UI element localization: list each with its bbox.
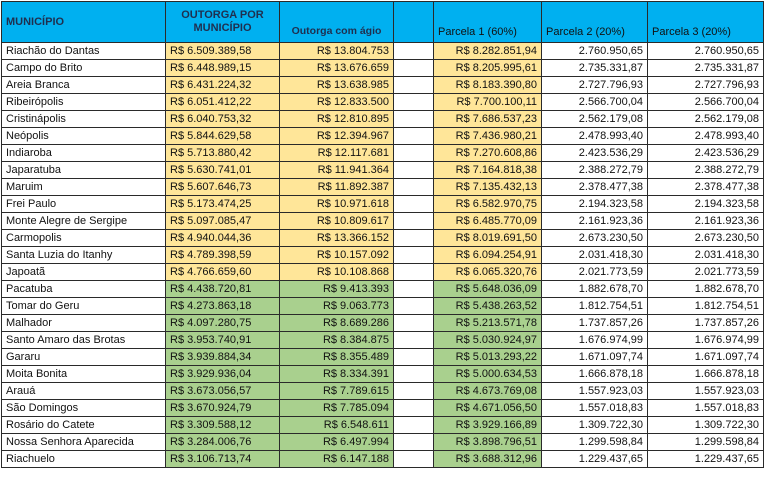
table-row xyxy=(2,247,764,264)
cell-parcela-2: 2.194.323,58 xyxy=(542,196,648,213)
table-row xyxy=(2,264,764,281)
table-row xyxy=(2,400,764,417)
cell-outorga: R$ 4.273.863,18 xyxy=(166,298,280,315)
header-outorga-line2: MUNICÍPIO xyxy=(193,22,252,34)
table-row xyxy=(2,196,764,213)
cell-parcela-2: 1.671.097,74 xyxy=(542,349,648,366)
table-row xyxy=(2,281,764,298)
table-row xyxy=(2,349,764,366)
table-row xyxy=(2,298,764,315)
cell-parcela-3: 2.566.700,04 xyxy=(648,94,764,111)
cell-municipio: Pacatuba xyxy=(2,281,166,298)
cell-parcela-1: R$ 6.065.320,76 xyxy=(434,264,542,281)
cell-parcela-3: 2.388.272,79 xyxy=(648,162,764,179)
cell-municipio: Rosário do Catete xyxy=(2,417,166,434)
cell-municipio: Japoatã xyxy=(2,264,166,281)
cell-outorga: R$ 6.431.224,32 xyxy=(166,77,280,94)
cell-municipio: Riachuelo xyxy=(2,451,166,468)
table-row xyxy=(2,128,764,145)
table-row xyxy=(2,162,764,179)
cell-outorga: R$ 4.789.398,59 xyxy=(166,247,280,264)
cell-municipio: Ribeirópolis xyxy=(2,94,166,111)
cell-parcela-2: 2.566.700,04 xyxy=(542,94,648,111)
cell-blank xyxy=(394,179,434,196)
cell-agio: R$ 12.833.500 xyxy=(280,94,394,111)
cell-agio: R$ 12.394.967 xyxy=(280,128,394,145)
cell-blank xyxy=(394,383,434,400)
cell-agio: R$ 10.971.618 xyxy=(280,196,394,213)
cell-parcela-2: 2.727.796,93 xyxy=(542,77,648,94)
cell-parcela-2: 2.388.272,79 xyxy=(542,162,648,179)
cell-municipio: Tomar do Geru xyxy=(2,298,166,315)
cell-blank xyxy=(394,298,434,315)
cell-outorga: R$ 3.284.006,76 xyxy=(166,434,280,451)
cell-parcela-1: R$ 7.686.537,23 xyxy=(434,111,542,128)
cell-agio: R$ 8.334.391 xyxy=(280,366,394,383)
cell-parcela-1: R$ 8.183.390,80 xyxy=(434,77,542,94)
cell-municipio: São Domingos xyxy=(2,400,166,417)
cell-blank xyxy=(394,417,434,434)
cell-agio: R$ 6.548.611 xyxy=(280,417,394,434)
cell-parcela-3: 1.557.923,03 xyxy=(648,383,764,400)
cell-outorga: R$ 6.040.753,32 xyxy=(166,111,280,128)
cell-outorga: R$ 3.929.936,04 xyxy=(166,366,280,383)
cell-parcela-3: 2.760.950,65 xyxy=(648,43,764,60)
cell-agio: R$ 12.117.681 xyxy=(280,145,394,162)
cell-blank xyxy=(394,94,434,111)
cell-parcela-3: 2.478.993,40 xyxy=(648,128,764,145)
cell-parcela-1: R$ 7.135.432,13 xyxy=(434,179,542,196)
table-row xyxy=(2,60,764,77)
cell-blank xyxy=(394,349,434,366)
cell-municipio: Japaratuba xyxy=(2,162,166,179)
cell-municipio: Frei Paulo xyxy=(2,196,166,213)
table-row xyxy=(2,145,764,162)
cell-outorga: R$ 5.844.629,58 xyxy=(166,128,280,145)
cell-parcela-3: 1.557.018,83 xyxy=(648,400,764,417)
cell-parcela-2: 1.557.018,83 xyxy=(542,400,648,417)
header-outorga xyxy=(166,2,280,43)
cell-parcela-3: 1.309.722,30 xyxy=(648,417,764,434)
cell-parcela-1: R$ 6.094.254,91 xyxy=(434,247,542,264)
cell-blank xyxy=(394,128,434,145)
cell-agio: R$ 7.789.615 xyxy=(280,383,394,400)
table-row xyxy=(2,213,764,230)
cell-parcela-2: 2.760.950,65 xyxy=(542,43,648,60)
cell-outorga: R$ 5.173.474,25 xyxy=(166,196,280,213)
cell-parcela-2: 2.478.993,40 xyxy=(542,128,648,145)
cell-blank xyxy=(394,332,434,349)
cell-blank xyxy=(394,366,434,383)
cell-outorga: R$ 4.438.720,81 xyxy=(166,281,280,298)
header-parcela-1: Parcela 1 (60%) xyxy=(434,2,542,43)
table-row xyxy=(2,332,764,349)
cell-parcela-3: 1.882.678,70 xyxy=(648,281,764,298)
table-row xyxy=(2,451,764,468)
cell-parcela-3: 1.299.598,84 xyxy=(648,434,764,451)
table-row xyxy=(2,383,764,400)
cell-parcela-1: R$ 5.648.036,09 xyxy=(434,281,542,298)
cell-parcela-3: 2.021.773,59 xyxy=(648,264,764,281)
cell-municipio: Malhador xyxy=(2,315,166,332)
cell-outorga: R$ 5.607.646,73 xyxy=(166,179,280,196)
cell-outorga: R$ 5.097.085,47 xyxy=(166,213,280,230)
cell-parcela-1: R$ 8.205.995,61 xyxy=(434,60,542,77)
cell-parcela-3: 2.031.418,30 xyxy=(648,247,764,264)
cell-outorga: R$ 3.309.588,12 xyxy=(166,417,280,434)
cell-municipio: Nossa Senhora Aparecida xyxy=(2,434,166,451)
cell-blank xyxy=(394,281,434,298)
table-row xyxy=(2,315,764,332)
cell-parcela-1: R$ 3.929.166,89 xyxy=(434,417,542,434)
cell-agio: R$ 9.413.393 xyxy=(280,281,394,298)
header-row xyxy=(2,2,764,43)
cell-parcela-3: 2.562.179,08 xyxy=(648,111,764,128)
cell-blank xyxy=(394,43,434,60)
cell-blank xyxy=(394,213,434,230)
cell-outorga: R$ 6.509.389,58 xyxy=(166,43,280,60)
cell-parcela-1: R$ 5.030.924,97 xyxy=(434,332,542,349)
header-agio: Outorga com ágio xyxy=(280,2,394,43)
cell-parcela-1: R$ 7.436.980,21 xyxy=(434,128,542,145)
cell-blank xyxy=(394,60,434,77)
cell-blank xyxy=(394,400,434,417)
cell-parcela-3: 2.727.796,93 xyxy=(648,77,764,94)
cell-parcela-2: 2.562.179,08 xyxy=(542,111,648,128)
cell-municipio: Carmopolis xyxy=(2,230,166,247)
cell-parcela-2: 2.021.773,59 xyxy=(542,264,648,281)
cell-parcela-1: R$ 4.673.769,08 xyxy=(434,383,542,400)
cell-parcela-2: 2.735.331,87 xyxy=(542,60,648,77)
cell-agio: R$ 8.384.875 xyxy=(280,332,394,349)
table-body xyxy=(2,43,764,468)
cell-blank xyxy=(394,451,434,468)
cell-agio: R$ 10.809.617 xyxy=(280,213,394,230)
cell-blank xyxy=(394,111,434,128)
cell-municipio: Indiaroba xyxy=(2,145,166,162)
cell-parcela-3: 2.673.230,50 xyxy=(648,230,764,247)
cell-parcela-3: 1.229.437,65 xyxy=(648,451,764,468)
cell-municipio: Arauá xyxy=(2,383,166,400)
cell-parcela-2: 1.882.678,70 xyxy=(542,281,648,298)
cell-parcela-3: 2.735.331,87 xyxy=(648,60,764,77)
table-row xyxy=(2,43,764,60)
cell-parcela-2: 1.557.923,03 xyxy=(542,383,648,400)
cell-parcela-2: 2.161.923,36 xyxy=(542,213,648,230)
cell-parcela-1: R$ 7.700.100,11 xyxy=(434,94,542,111)
cell-municipio: Monte Alegre de Sergipe xyxy=(2,213,166,230)
cell-parcela-2: 2.378.477,38 xyxy=(542,179,648,196)
cell-municipio: Areia Branca xyxy=(2,77,166,94)
cell-agio: R$ 8.355.489 xyxy=(280,349,394,366)
table-row xyxy=(2,94,764,111)
cell-municipio: Neópolis xyxy=(2,128,166,145)
cell-agio: R$ 12.810.895 xyxy=(280,111,394,128)
cell-parcela-3: 2.161.923,36 xyxy=(648,213,764,230)
table-row xyxy=(2,77,764,94)
cell-agio: R$ 13.804.753 xyxy=(280,43,394,60)
cell-agio: R$ 7.785.094 xyxy=(280,400,394,417)
cell-outorga: R$ 5.713.880,42 xyxy=(166,145,280,162)
table-row xyxy=(2,417,764,434)
cell-parcela-1: R$ 4.671.056,50 xyxy=(434,400,542,417)
cell-agio: R$ 13.676.659 xyxy=(280,60,394,77)
cell-parcela-1: R$ 7.270.608,86 xyxy=(434,145,542,162)
cell-municipio: Santa Luzia do Itanhy xyxy=(2,247,166,264)
cell-agio: R$ 6.497.994 xyxy=(280,434,394,451)
header-parcela-3: Parcela 3 (20%) xyxy=(648,2,764,43)
cell-parcela-3: 1.812.754,51 xyxy=(648,298,764,315)
cell-blank xyxy=(394,434,434,451)
cell-parcela-1: R$ 7.164.818,38 xyxy=(434,162,542,179)
table-row xyxy=(2,366,764,383)
cell-parcela-3: 1.737.857,26 xyxy=(648,315,764,332)
cell-blank xyxy=(394,145,434,162)
cell-municipio: Riachão do Dantas xyxy=(2,43,166,60)
cell-parcela-2: 1.309.722,30 xyxy=(542,417,648,434)
cell-parcela-1: R$ 6.582.970,75 xyxy=(434,196,542,213)
cell-parcela-1: R$ 5.000.634,53 xyxy=(434,366,542,383)
cell-agio: R$ 11.941.364 xyxy=(280,162,394,179)
cell-agio: R$ 10.157.092 xyxy=(280,247,394,264)
cell-parcela-2: 1.812.754,51 xyxy=(542,298,648,315)
cell-parcela-2: 1.676.974,99 xyxy=(542,332,648,349)
cell-parcela-1: R$ 3.898.796,51 xyxy=(434,434,542,451)
cell-parcela-3: 2.194.323,58 xyxy=(648,196,764,213)
cell-municipio: Cristinápolis xyxy=(2,111,166,128)
table-row xyxy=(2,434,764,451)
table-row xyxy=(2,230,764,247)
cell-outorga: R$ 5.630.741,01 xyxy=(166,162,280,179)
cell-agio: R$ 13.638.985 xyxy=(280,77,394,94)
cell-blank xyxy=(394,315,434,332)
cell-agio: R$ 10.108.868 xyxy=(280,264,394,281)
cell-parcela-1: R$ 3.688.312,96 xyxy=(434,451,542,468)
cell-municipio: Campo do Brito xyxy=(2,60,166,77)
cell-municipio: Santo Amaro das Brotas xyxy=(2,332,166,349)
cell-outorga: R$ 4.940.044,36 xyxy=(166,230,280,247)
cell-blank xyxy=(394,196,434,213)
cell-municipio: Moita Bonita xyxy=(2,366,166,383)
table-row xyxy=(2,179,764,196)
cell-parcela-2: 2.031.418,30 xyxy=(542,247,648,264)
cell-outorga: R$ 3.939.884,34 xyxy=(166,349,280,366)
header-outorga-line1: OUTORGA POR xyxy=(181,9,264,21)
outorga-table xyxy=(1,1,764,468)
cell-parcela-1: R$ 8.019.691,50 xyxy=(434,230,542,247)
header-parcela-2: Parcela 2 (20%) xyxy=(542,2,648,43)
cell-parcela-2: 2.673.230,50 xyxy=(542,230,648,247)
header-municipio: MUNICÍPIO xyxy=(2,2,166,43)
cell-parcela-2: 1.299.598,84 xyxy=(542,434,648,451)
cell-parcela-3: 1.666.878,18 xyxy=(648,366,764,383)
cell-blank xyxy=(394,162,434,179)
cell-parcela-3: 2.378.477,38 xyxy=(648,179,764,196)
cell-blank xyxy=(394,77,434,94)
cell-blank xyxy=(394,230,434,247)
cell-parcela-1: R$ 5.213.571,78 xyxy=(434,315,542,332)
cell-outorga: R$ 3.673.056,57 xyxy=(166,383,280,400)
cell-outorga: R$ 3.670.924,79 xyxy=(166,400,280,417)
header-blank xyxy=(394,2,434,43)
cell-outorga: R$ 3.953.740,91 xyxy=(166,332,280,349)
cell-parcela-2: 2.423.536,29 xyxy=(542,145,648,162)
cell-outorga: R$ 6.448.989,15 xyxy=(166,60,280,77)
cell-parcela-2: 1.666.878,18 xyxy=(542,366,648,383)
cell-parcela-3: 1.676.974,99 xyxy=(648,332,764,349)
cell-outorga: R$ 4.097.280,75 xyxy=(166,315,280,332)
cell-parcela-3: 2.423.536,29 xyxy=(648,145,764,162)
cell-agio: R$ 13.366.152 xyxy=(280,230,394,247)
cell-municipio: Gararu xyxy=(2,349,166,366)
cell-outorga: R$ 6.051.412,22 xyxy=(166,94,280,111)
cell-agio: R$ 11.892.387 xyxy=(280,179,394,196)
table-row xyxy=(2,111,764,128)
cell-outorga: R$ 4.766.659,60 xyxy=(166,264,280,281)
cell-parcela-1: R$ 8.282.851,94 xyxy=(434,43,542,60)
cell-parcela-1: R$ 5.013.293,22 xyxy=(434,349,542,366)
cell-agio: R$ 8.689.286 xyxy=(280,315,394,332)
cell-parcela-2: 1.737.857,26 xyxy=(542,315,648,332)
cell-blank xyxy=(394,264,434,281)
cell-agio: R$ 6.147.188 xyxy=(280,451,394,468)
cell-parcela-3: 1.671.097,74 xyxy=(648,349,764,366)
cell-agio: R$ 9.063.773 xyxy=(280,298,394,315)
cell-outorga: R$ 3.106.713,74 xyxy=(166,451,280,468)
cell-parcela-2: 1.229.437,65 xyxy=(542,451,648,468)
cell-parcela-1: R$ 6.485.770,09 xyxy=(434,213,542,230)
cell-municipio: Maruim xyxy=(2,179,166,196)
cell-parcela-1: R$ 5.438.263,52 xyxy=(434,298,542,315)
cell-blank xyxy=(394,247,434,264)
